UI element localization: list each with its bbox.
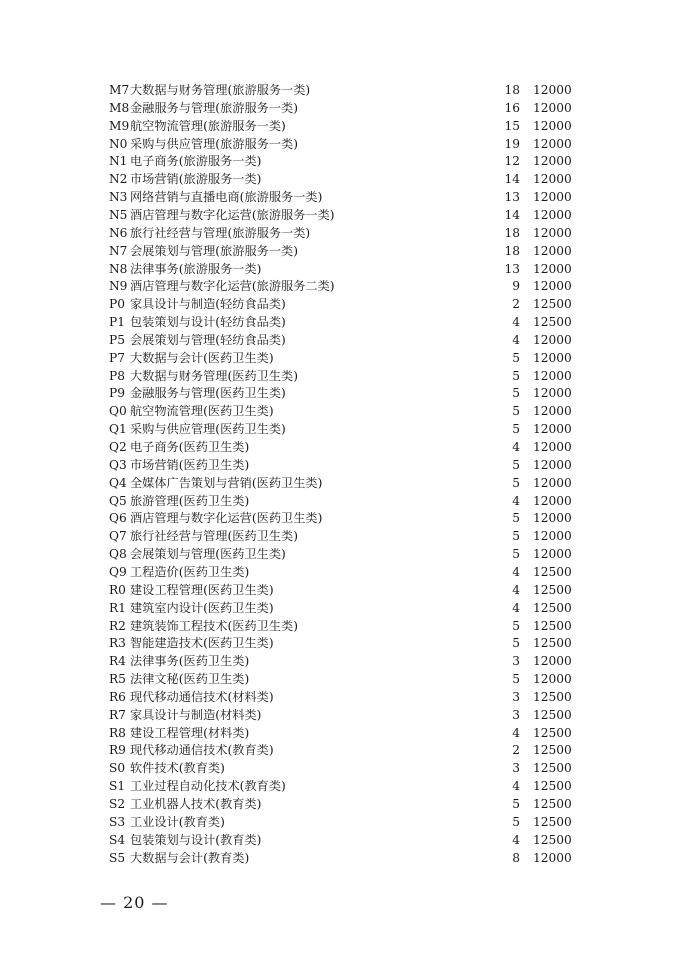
row-fee: 12000 bbox=[533, 350, 572, 365]
table-row bbox=[0, 635, 680, 653]
page-number: — 20 — bbox=[100, 893, 169, 912]
row-fee: 12500 bbox=[533, 582, 572, 597]
row-code: Q5 bbox=[109, 493, 127, 508]
row-major-name: 法律文秘(医药卫生类) bbox=[130, 672, 250, 687]
row-code: R3 bbox=[109, 636, 126, 651]
row-count: 2 bbox=[512, 743, 520, 758]
table-row bbox=[0, 350, 680, 368]
row-fee: 12500 bbox=[533, 743, 572, 758]
table-row bbox=[0, 439, 680, 457]
row-code: R6 bbox=[109, 689, 126, 704]
row-major-name: 旅行社经营与管理(医药卫生类) bbox=[130, 529, 298, 544]
row-major-name: 酒店管理与数字化运营(医药卫生类) bbox=[130, 511, 323, 526]
table-row bbox=[0, 332, 680, 350]
table-row bbox=[0, 671, 680, 689]
row-count: 5 bbox=[512, 422, 520, 437]
row-major-name: 采购与供应管理(旅游服务一类) bbox=[130, 136, 298, 151]
table-row bbox=[0, 493, 680, 511]
table-row bbox=[0, 546, 680, 564]
table-row bbox=[0, 725, 680, 743]
row-code: R9 bbox=[109, 743, 126, 758]
row-fee: 12000 bbox=[533, 850, 572, 865]
row-fee: 12500 bbox=[533, 636, 572, 651]
row-code: R4 bbox=[109, 654, 126, 669]
row-fee: 12000 bbox=[533, 493, 572, 508]
row-count: 13 bbox=[504, 261, 520, 276]
row-code: N6 bbox=[109, 225, 128, 240]
row-count: 4 bbox=[512, 315, 520, 330]
row-fee: 12000 bbox=[533, 440, 572, 454]
table-row bbox=[0, 171, 680, 189]
row-fee: 12500 bbox=[533, 689, 572, 704]
table-row bbox=[0, 510, 680, 528]
row-code: R0 bbox=[109, 582, 126, 597]
row-major-name: 市场营销(旅游服务一类) bbox=[130, 172, 262, 187]
table-row bbox=[0, 385, 680, 403]
row-fee: 12000 bbox=[533, 368, 572, 383]
row-major-name: 建设工程管理(材料类) bbox=[130, 725, 250, 740]
row-code: Q6 bbox=[109, 511, 127, 526]
row-code: Q4 bbox=[109, 475, 127, 490]
table-row bbox=[0, 814, 680, 832]
row-count: 3 bbox=[512, 689, 520, 704]
row-count: 5 bbox=[512, 475, 520, 490]
row-major-name: 电子商务(旅游服务一类) bbox=[130, 154, 262, 169]
row-fee: 12000 bbox=[533, 457, 572, 472]
row-code: R8 bbox=[109, 725, 126, 740]
table-row bbox=[0, 153, 680, 171]
row-code: Q3 bbox=[109, 457, 127, 472]
table-row bbox=[0, 403, 680, 421]
row-major-name: 酒店管理与数字化运营(旅游服务二类) bbox=[130, 279, 335, 294]
row-count: 16 bbox=[504, 100, 520, 115]
row-major-name: 包装策划与设计(教育类) bbox=[130, 832, 262, 847]
row-code: Q7 bbox=[109, 529, 127, 544]
row-major-name: 工程造价(医药卫生类) bbox=[130, 564, 250, 579]
row-major-name: 酒店管理与数字化运营(旅游服务一类) bbox=[130, 207, 335, 222]
row-major-name: 采购与供应管理(医药卫生类) bbox=[130, 422, 286, 437]
row-major-name: 电子商务(医药卫生类) bbox=[130, 440, 250, 454]
row-major-name: 旅行社经营与管理(旅游服务一类) bbox=[130, 225, 311, 240]
row-count: 14 bbox=[504, 207, 520, 222]
table-row bbox=[0, 689, 680, 707]
table-row bbox=[0, 368, 680, 386]
table-row bbox=[0, 118, 680, 136]
table-row bbox=[0, 742, 680, 760]
row-count: 4 bbox=[512, 832, 520, 847]
row-fee: 12000 bbox=[533, 100, 572, 115]
row-count: 2 bbox=[512, 297, 520, 312]
table-row bbox=[0, 707, 680, 725]
row-code: S4 bbox=[109, 832, 126, 847]
table-row bbox=[0, 760, 680, 778]
row-major-name: 市场营销(医药卫生类) bbox=[130, 457, 250, 472]
row-fee: 12000 bbox=[533, 511, 572, 526]
row-code: P5 bbox=[109, 332, 125, 347]
table-row bbox=[0, 225, 680, 243]
row-major-name: 现代移动通信技术(教育类) bbox=[130, 743, 274, 758]
row-count: 4 bbox=[512, 725, 520, 740]
row-code: S0 bbox=[109, 761, 126, 776]
row-code: Q0 bbox=[109, 404, 127, 419]
row-count: 5 bbox=[512, 386, 520, 401]
table-row bbox=[0, 850, 680, 868]
row-major-name: 家具设计与制造(材料类) bbox=[130, 707, 262, 722]
table-row bbox=[0, 564, 680, 582]
row-code: R2 bbox=[109, 618, 126, 633]
row-count: 5 bbox=[512, 672, 520, 687]
row-count: 15 bbox=[504, 118, 520, 133]
row-fee: 12000 bbox=[533, 332, 572, 347]
row-major-name: 大数据与财务管理(旅游服务一类) bbox=[130, 83, 311, 97]
table-row bbox=[0, 778, 680, 796]
row-count: 5 bbox=[512, 797, 520, 811]
row-code: Q9 bbox=[109, 564, 127, 579]
row-fee: 12000 bbox=[533, 672, 572, 687]
row-count: 5 bbox=[512, 529, 520, 544]
row-major-name: 现代移动通信技术(材料类) bbox=[130, 689, 274, 704]
row-major-name: 法律事务(医药卫生类) bbox=[130, 654, 250, 669]
row-fee: 12500 bbox=[533, 707, 572, 722]
row-major-name: 金融服务与管理(医药卫生类) bbox=[130, 386, 286, 401]
row-count: 5 bbox=[512, 547, 520, 562]
row-fee: 12000 bbox=[533, 386, 572, 401]
row-count: 18 bbox=[504, 83, 520, 97]
table-row bbox=[0, 82, 680, 100]
row-fee: 12500 bbox=[533, 814, 572, 829]
row-code: N9 bbox=[109, 279, 128, 294]
row-code: P1 bbox=[109, 315, 125, 330]
row-count: 5 bbox=[512, 368, 520, 383]
row-fee: 12000 bbox=[533, 172, 572, 187]
row-major-name: 智能建造技术(医药卫生类) bbox=[130, 636, 274, 651]
row-count: 3 bbox=[512, 654, 520, 669]
row-count: 8 bbox=[512, 850, 520, 865]
row-count: 5 bbox=[512, 618, 520, 633]
row-code: N0 bbox=[109, 136, 128, 151]
row-code: M9 bbox=[109, 118, 130, 133]
row-fee: 12000 bbox=[533, 422, 572, 437]
row-fee: 12000 bbox=[533, 136, 572, 151]
row-major-name: 大数据与会计(教育类) bbox=[130, 850, 250, 865]
row-fee: 12000 bbox=[533, 279, 572, 294]
table-row bbox=[0, 528, 680, 546]
row-code: R7 bbox=[109, 707, 126, 722]
row-count: 4 bbox=[512, 440, 520, 454]
table-row bbox=[0, 296, 680, 314]
row-code: N7 bbox=[109, 243, 128, 258]
table-row bbox=[0, 207, 680, 225]
row-fee: 12000 bbox=[533, 190, 572, 205]
table-row bbox=[0, 243, 680, 261]
table-row bbox=[0, 457, 680, 475]
table-row bbox=[0, 421, 680, 439]
row-code: P8 bbox=[109, 368, 125, 383]
row-major-name: 建筑室内设计(医药卫生类) bbox=[130, 600, 274, 615]
row-major-name: 法律事务(旅游服务一类) bbox=[130, 261, 262, 276]
row-fee: 12000 bbox=[533, 654, 572, 669]
row-fee: 12500 bbox=[533, 797, 572, 811]
table-row bbox=[0, 278, 680, 296]
row-code: S3 bbox=[109, 814, 126, 829]
row-code: N2 bbox=[109, 172, 128, 187]
row-major-name: 大数据与会计(医药卫生类) bbox=[130, 350, 274, 365]
row-code: N8 bbox=[109, 261, 128, 276]
table-row bbox=[0, 475, 680, 493]
row-code: R5 bbox=[109, 672, 126, 687]
row-major-name: 家具设计与制造(轻纺食品类) bbox=[130, 297, 286, 312]
row-count: 4 bbox=[512, 564, 520, 579]
row-fee: 12500 bbox=[533, 618, 572, 633]
row-count: 5 bbox=[512, 404, 520, 419]
row-fee: 12000 bbox=[533, 154, 572, 169]
row-code: P7 bbox=[109, 350, 125, 365]
row-major-name: 全媒体广告策划与营销(医药卫生类) bbox=[130, 475, 323, 490]
row-fee: 12500 bbox=[533, 315, 572, 330]
row-major-name: 软件技术(教育类) bbox=[130, 761, 225, 776]
row-count: 5 bbox=[512, 814, 520, 829]
row-count: 5 bbox=[512, 511, 520, 526]
row-code: S5 bbox=[109, 850, 126, 865]
row-code: Q8 bbox=[109, 547, 127, 562]
row-major-name: 工业过程自动化技术(教育类) bbox=[130, 779, 286, 794]
row-count: 14 bbox=[504, 172, 520, 187]
row-fee: 12500 bbox=[533, 779, 572, 794]
row-count: 4 bbox=[512, 600, 520, 615]
table-row bbox=[0, 582, 680, 600]
row-count: 12 bbox=[504, 154, 520, 169]
row-code: Q1 bbox=[109, 422, 127, 437]
row-major-name: 金融服务与管理(旅游服务一类) bbox=[130, 100, 298, 115]
row-fee: 12500 bbox=[533, 564, 572, 579]
row-fee: 12500 bbox=[533, 725, 572, 740]
row-major-name: 建筑装饰工程技术(医药卫生类) bbox=[130, 618, 298, 633]
row-count: 4 bbox=[512, 779, 520, 794]
row-count: 5 bbox=[512, 636, 520, 651]
row-major-name: 旅游管理(医药卫生类) bbox=[130, 493, 250, 508]
table-row bbox=[0, 832, 680, 850]
row-fee: 12000 bbox=[533, 225, 572, 240]
row-fee: 12000 bbox=[533, 118, 572, 133]
row-major-name: 会展策划与管理(医药卫生类) bbox=[130, 547, 286, 562]
table-row bbox=[0, 189, 680, 207]
row-major-name: 航空物流管理(旅游服务一类) bbox=[130, 118, 286, 133]
table-row bbox=[0, 618, 680, 636]
table-row bbox=[0, 100, 680, 118]
row-code: N1 bbox=[109, 154, 128, 169]
row-code: R1 bbox=[109, 600, 126, 615]
row-count: 4 bbox=[512, 332, 520, 347]
row-fee: 12500 bbox=[533, 297, 572, 312]
row-count: 9 bbox=[512, 279, 520, 294]
table-row bbox=[0, 653, 680, 671]
row-count: 18 bbox=[504, 243, 520, 258]
row-fee: 12500 bbox=[533, 832, 572, 847]
table-row bbox=[0, 796, 680, 814]
row-major-name: 工业设计(教育类) bbox=[130, 814, 225, 829]
row-fee: 12000 bbox=[533, 404, 572, 419]
row-count: 3 bbox=[512, 761, 520, 776]
row-code: N3 bbox=[109, 190, 128, 205]
row-major-name: 会展策划与管理(旅游服务一类) bbox=[130, 243, 298, 258]
row-code: P9 bbox=[109, 386, 125, 401]
row-major-name: 大数据与财务管理(医药卫生类) bbox=[130, 368, 298, 383]
row-fee: 12000 bbox=[533, 547, 572, 562]
row-code: Q2 bbox=[109, 440, 127, 454]
table-row bbox=[0, 261, 680, 279]
row-code: P0 bbox=[109, 297, 125, 312]
row-major-name: 网络营销与直播电商(旅游服务一类) bbox=[130, 190, 323, 205]
row-count: 5 bbox=[512, 350, 520, 365]
row-code: M7 bbox=[109, 83, 130, 97]
row-count: 19 bbox=[504, 136, 520, 151]
row-major-name: 会展策划与管理(轻纺食品类) bbox=[130, 332, 286, 347]
row-count: 4 bbox=[512, 582, 520, 597]
row-fee: 12000 bbox=[533, 83, 572, 97]
row-fee: 12500 bbox=[533, 761, 572, 776]
row-fee: 12000 bbox=[533, 261, 572, 276]
table-row bbox=[0, 314, 680, 332]
row-fee: 12000 bbox=[533, 207, 572, 222]
row-count: 5 bbox=[512, 457, 520, 472]
row-major-name: 包装策划与设计(轻纺食品类) bbox=[130, 315, 286, 330]
row-major-name: 建设工程管理(医药卫生类) bbox=[130, 582, 274, 597]
row-count: 3 bbox=[512, 707, 520, 722]
row-code: S1 bbox=[109, 779, 126, 794]
row-fee: 12000 bbox=[533, 243, 572, 258]
row-code: S2 bbox=[109, 797, 126, 811]
row-code: N5 bbox=[109, 207, 128, 222]
row-fee: 12000 bbox=[533, 475, 572, 490]
row-code: M8 bbox=[109, 100, 130, 115]
row-major-name: 航空物流管理(医药卫生类) bbox=[130, 404, 274, 419]
row-major-name: 工业机器人技术(教育类) bbox=[130, 797, 262, 811]
table-row bbox=[0, 136, 680, 154]
row-count: 13 bbox=[504, 190, 520, 205]
row-fee: 12000 bbox=[533, 529, 572, 544]
row-count: 18 bbox=[504, 225, 520, 240]
table-row bbox=[0, 600, 680, 618]
row-fee: 12500 bbox=[533, 600, 572, 615]
row-count: 4 bbox=[512, 493, 520, 508]
